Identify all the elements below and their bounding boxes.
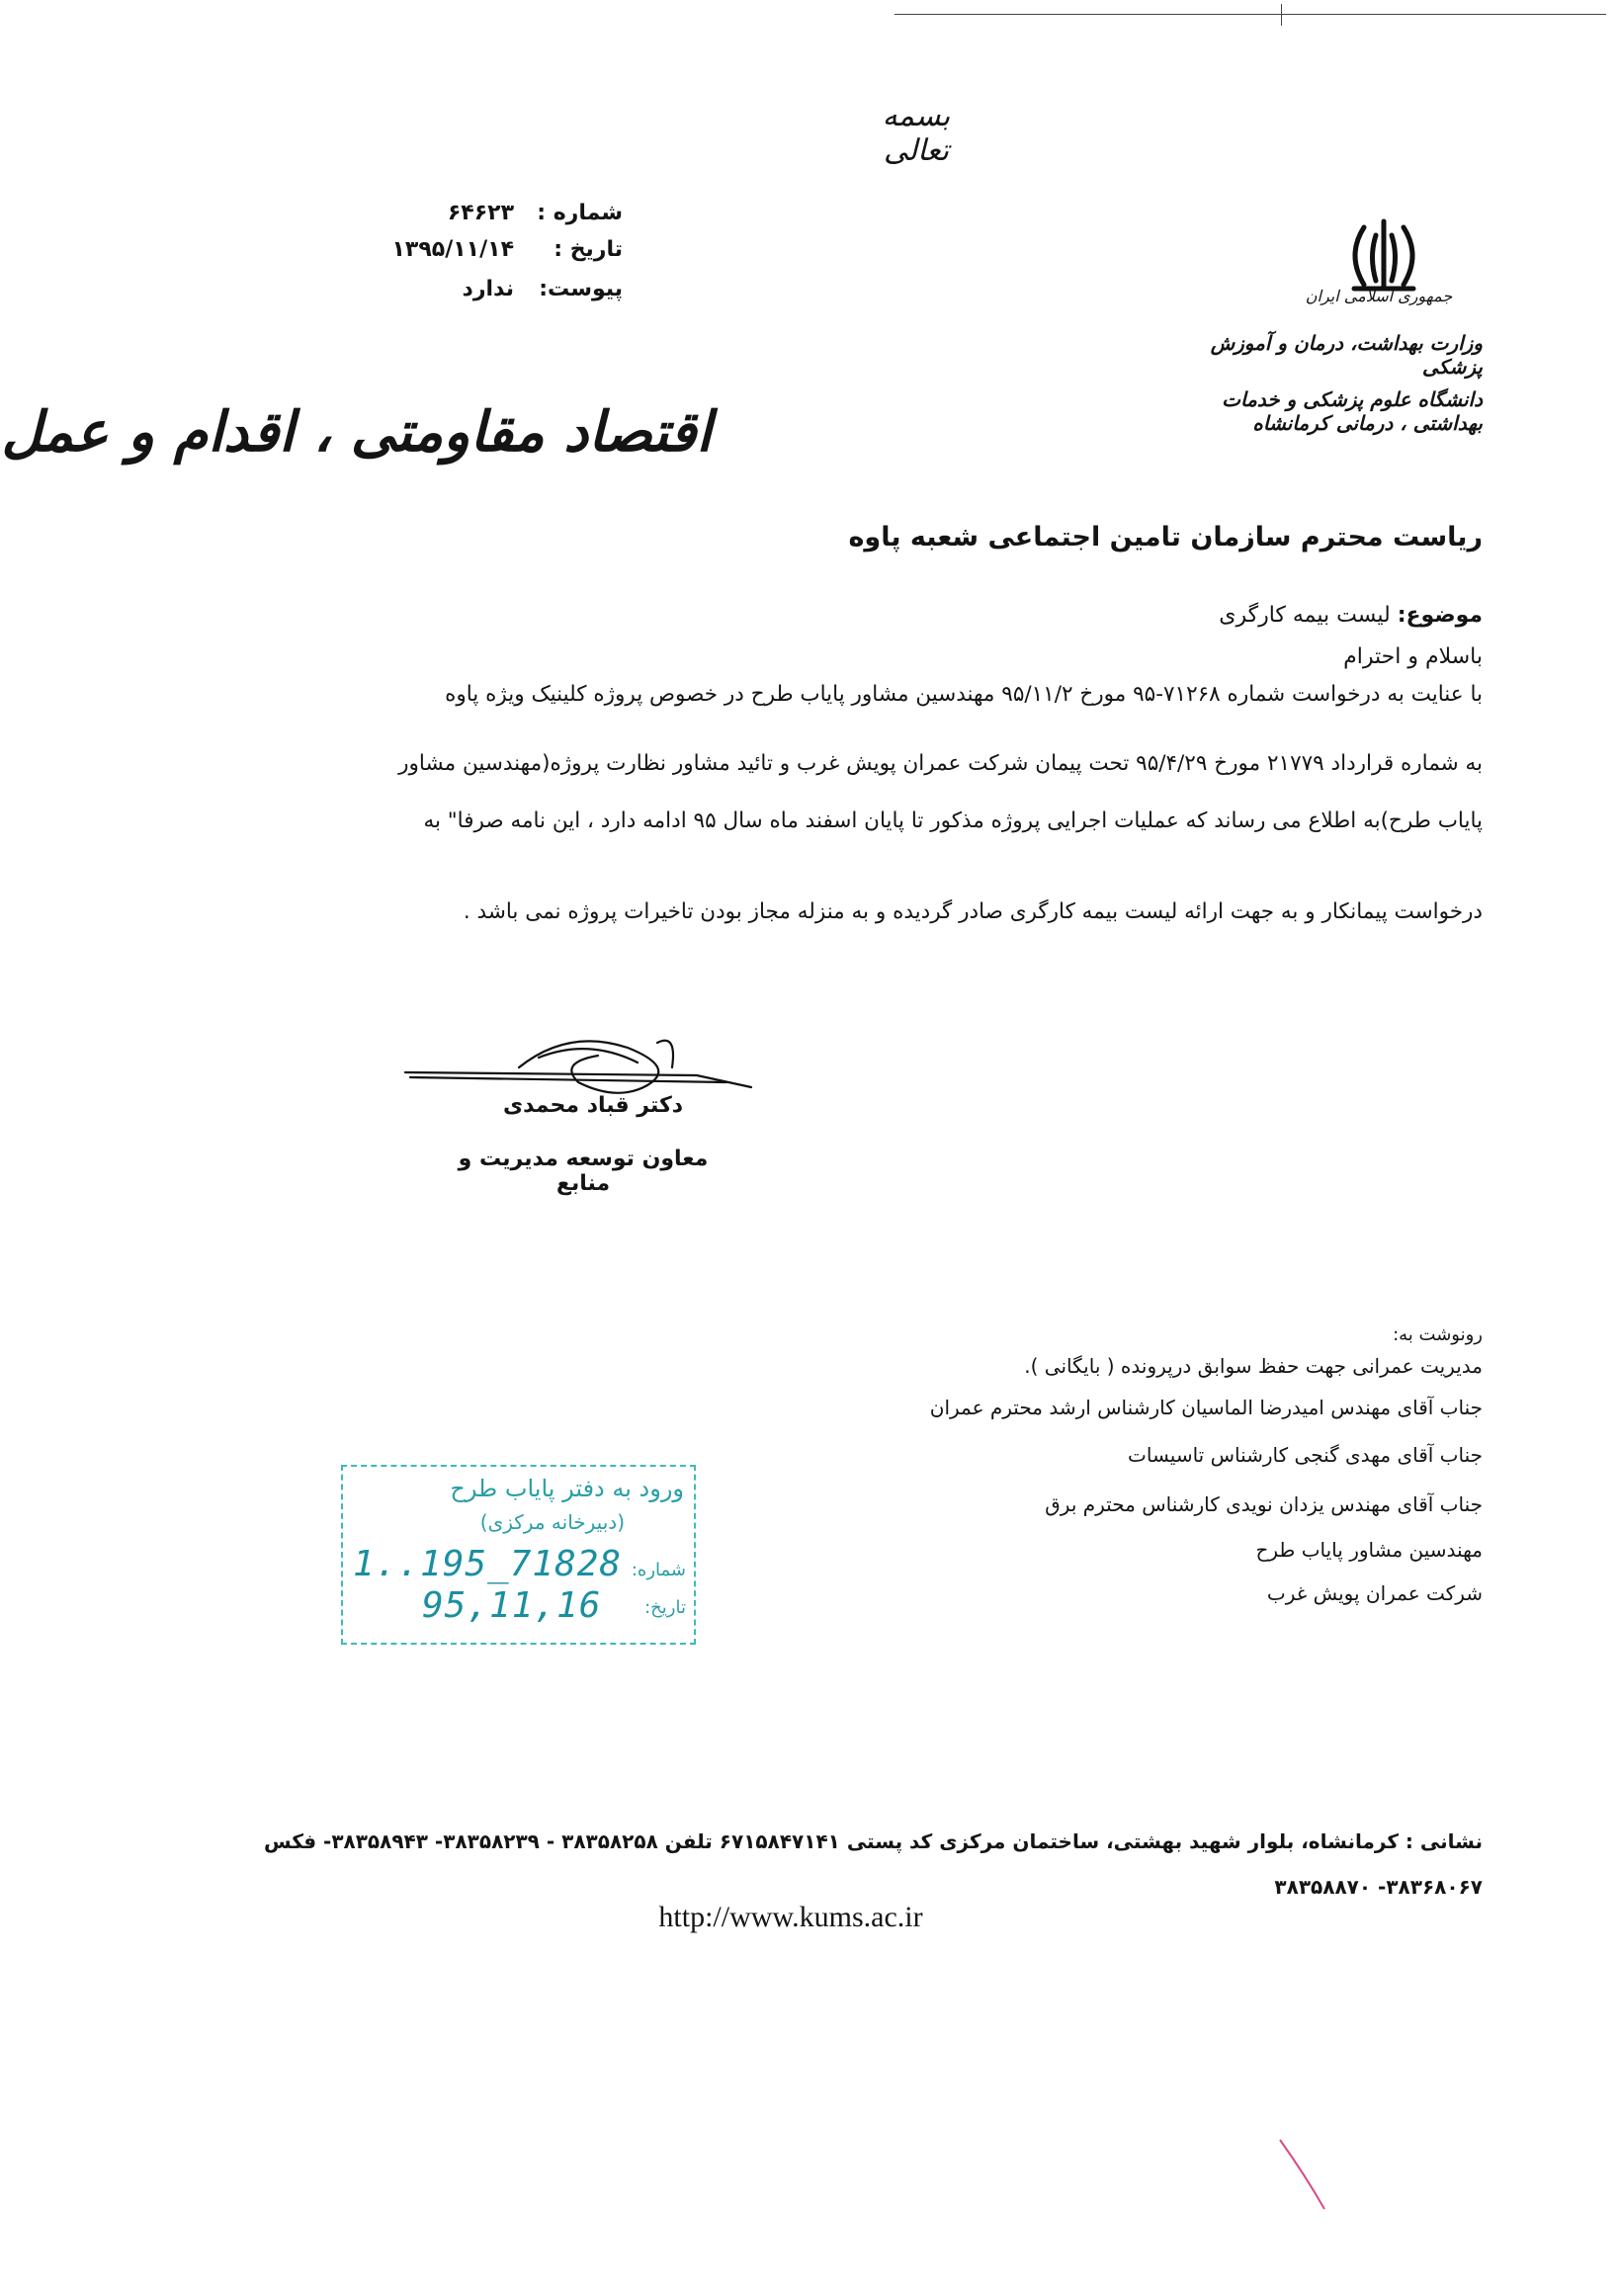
body-line-2: به شماره قرارداد ۲۱۷۷۹ مورخ ۹۵/۴/۲۹ تحت پیمان شرکت عمران پویش غرب و تائید مشاور نظارت پروژه(مهندسین مشاور [398, 751, 1483, 776]
cc-item: جناب آقای مهدی گنجی کارشناس تاسیسات [1128, 1443, 1483, 1467]
attachment-value: ندارد [462, 277, 514, 301]
scan-top-rule [895, 14, 1606, 15]
cc-title: رونوشت به: [1393, 1324, 1483, 1345]
cc-item: جناب آقای مهندس یزدان نویدی کارشناس محترم برق [1045, 1492, 1483, 1516]
footer-url: http://www.kums.ac.ir [658, 1901, 923, 1933]
university-name: دانشگاه علوم پزشکی و خدمات بهداشتی ، درمانی کرمانشاه [1222, 387, 1483, 435]
country-name: جمهوری اسلامی ایران [1305, 287, 1453, 305]
subject-label: موضوع: [1397, 603, 1483, 628]
cc-item: شرکت عمران پویش غرب [1266, 1581, 1483, 1605]
signer-title: معاون توسعه مدیریت و منابع [458, 1147, 709, 1196]
pen-stroke-mark [1275, 2135, 1334, 2214]
scan-top-tick [1281, 4, 1282, 26]
footer-address: نشانی : کرمانشاه، بلوار شهید بهشتی، ساختمان مرکزی کد پستی ۶۷۱۵۸۴۷۱۴۱ تلفن ۳۸۳۵۸۲۵۸ - ۳۸۳۵۸۲۳۹- ۳۸۳۵۸۹۴۳- فکس ۳۸۳۶۸۰۶۷- ۳۸۳۵۸۸۷۰ [264, 1829, 1483, 1899]
stamp-heading: ورود به دفتر پایاب طرح [450, 1475, 684, 1502]
ministry-name: وزارت بهداشت، درمان و آموزش پزشکی [1210, 331, 1483, 379]
cc-item: مدیریت عمرانی جهت حفظ سوابق درپرونده ( بایگانی ). [1024, 1354, 1483, 1378]
letter-number-row [385, 201, 623, 225]
body-line-3: پایاب طرح)به اطلاع می رساند که عملیات اجرایی پروژه مذکور تا پایان اسفند ماه سال ۹۵ ادامه دارد ، این نامه صرفا" به [423, 808, 1483, 833]
body-line-4: درخواست پیمانکار و به جهت ارائه لیست بیمه کارگری صادر گردیده و به منزله مجاز بودن تاخیرات پروژه نمی باشد . [463, 899, 1483, 924]
number-value: ۶۴۶۲۳ [447, 201, 514, 225]
number-label: شماره : [537, 201, 623, 225]
bismillah-calligraphy: بسمه تعالی [882, 99, 951, 168]
registry-stamp [341, 1465, 696, 1645]
addressee: ریاست محترم سازمان تامین اجتماعی شعبه پاوه [848, 522, 1483, 553]
attachment-label: پیوست: [539, 277, 623, 301]
date-value: ۱۳۹۵/۱۱/۱۴ [391, 237, 514, 262]
cc-item: مهندسین مشاور پایاب طرح [1255, 1538, 1483, 1562]
stamp-number-label: شماره: [631, 1560, 686, 1580]
subject-line [1087, 603, 1483, 628]
signer-name: دکتر قباد محمدی [502, 1093, 684, 1118]
greeting: باسلام و احترام [1343, 644, 1483, 669]
stamp-date-value: 95,11,16 [422, 1585, 602, 1626]
stamp-number-value: 1..195_71828 [353, 1544, 623, 1584]
body-line-1: با عنایت به درخواست شماره ۷۱۲۶۸-۹۵ مورخ ۹۵/۱۱/۲ مهندسین مشاور پایاب طرح در خصوص پروژه کلینیک ویژه پاوه [445, 682, 1483, 707]
iran-emblem-icon [1324, 215, 1443, 295]
date-label: تاریخ : [554, 237, 623, 262]
handwritten-signature [400, 1028, 756, 1137]
stamp-subheading: (دبیرخانه مرکزی) [479, 1510, 625, 1534]
letter-date-row [385, 237, 623, 262]
stamp-date-label: تاریخ: [644, 1597, 686, 1618]
year-slogan: اقتصاد مقاومتی ، اقدام و عمل [1, 399, 712, 465]
cc-item: جناب آقای مهندس امیدرضا الماسیان کارشناس ارشد محترم عمران [929, 1396, 1483, 1419]
attachment-row [385, 277, 623, 301]
subject-value: لیست بیمه کارگری [1219, 603, 1391, 628]
